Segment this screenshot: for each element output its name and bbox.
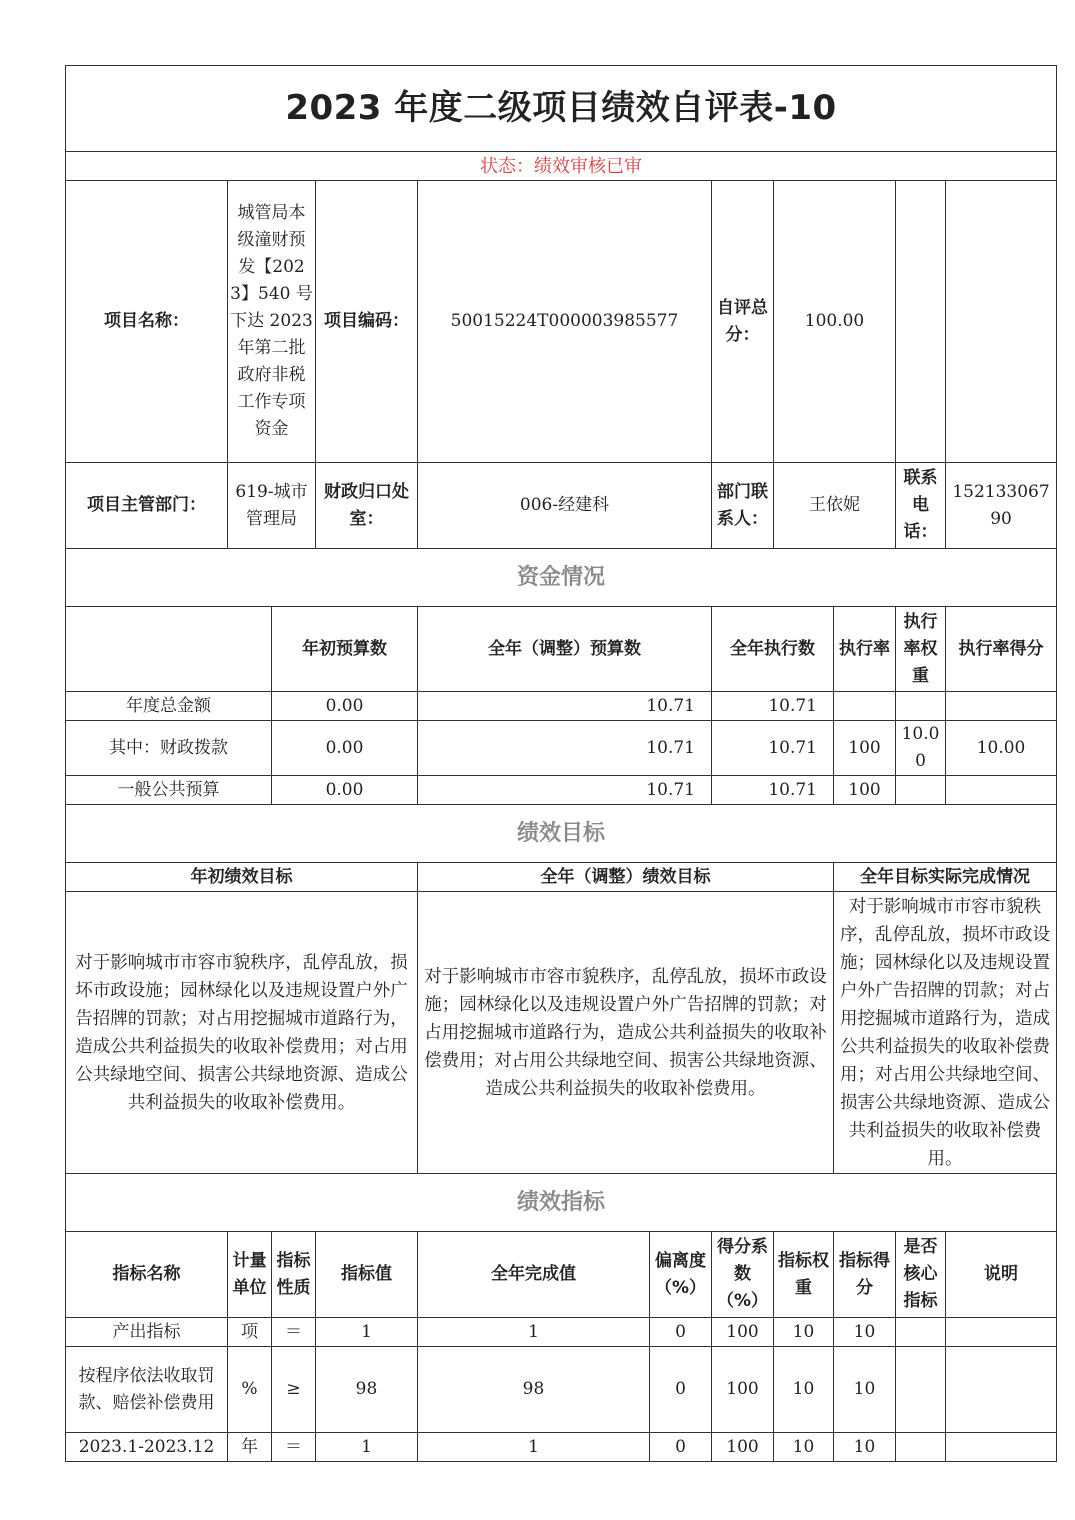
ind-weight: 10 [774,1347,834,1433]
goal-actual-text: 对于影响城市市容市貌秩序，乱停乱放，损坏市政设施；园林绿化以及违规设置户外广告招牌的罚款；对占用挖掘城市道路行为，造成公共利益损失的收取补偿费用；对占用公共绿地空间、损害公共绿地资源、造成公共利益损失的收取补偿费用。 [834,892,1057,1174]
ind-target: 1 [316,1318,418,1347]
ind-core [896,1433,946,1462]
performance-table [65,65,1057,1462]
funds-row-label: 一般公共预算 [66,776,272,805]
ind-name: 产出指标 [66,1318,228,1347]
table-row [66,1433,1057,1462]
goal-initial-text: 对于影响城市市容市貌秩序，乱停乱放，损坏市政设施；园林绿化以及违规设置户外广告招牌的罚款；对占用挖掘城市道路行为，造成公共利益损失的收取补偿费用；对占用公共绿地空间、损害公共绿地资源、造成公共利益损失的收取补偿费用。 [66,892,418,1174]
funds-row-initial: 0.00 [272,776,418,805]
funds-header-blank [66,607,272,692]
ind-target: 98 [316,1347,418,1433]
table-row [66,1347,1057,1433]
ind-name: 2023.1-2023.12 [66,1433,228,1462]
ind-score: 10 [834,1433,896,1462]
ind-weight: 10 [774,1318,834,1347]
funds-row-weight [896,692,946,721]
ind-header-core: 是否核心指标 [896,1232,946,1318]
ind-deviation: 0 [650,1318,712,1347]
ind-deviation: 0 [650,1433,712,1462]
ind-header-coef: 得分系数（%） [712,1232,774,1318]
funds-header-rate: 执行率 [834,607,896,692]
funds-row-label: 其中：财政拨款 [66,721,272,776]
ind-nature: ＝ [272,1318,316,1347]
ind-nature: ≥ [272,1347,316,1433]
goals-header-adjusted: 全年（调整）绩效目标 [418,863,834,892]
ind-target: 1 [316,1433,418,1462]
project-name-value: 城管局本级潼财预发【2023】540 号下达 2023 年第二批政府非税工作专项资金 [228,181,316,463]
funds-section-title: 资金情况 [66,549,1057,607]
dept-value: 619-城市管理局 [228,463,316,549]
funds-header-weight: 执行率权重 [896,607,946,692]
funds-row-label: 年度总金额 [66,692,272,721]
contact-label: 部门联系人： [712,463,774,549]
goals-header-initial: 年初绩效目标 [66,863,418,892]
funds-row-weight [896,776,946,805]
ind-score: 10 [834,1318,896,1347]
funds-row-score [946,776,1057,805]
contact-value: 王依妮 [774,463,896,549]
funds-row-executed: 10.71 [712,776,834,805]
funds-header-adjusted: 全年（调整）预算数 [418,607,712,692]
funds-header-executed: 全年执行数 [712,607,834,692]
funds-row-executed: 10.71 [712,721,834,776]
project-name-label: 项目名称： [66,181,228,463]
funds-row-initial: 0.00 [272,692,418,721]
ind-unit: 项 [228,1318,272,1347]
funds-row-weight: 10.00 [896,721,946,776]
empty-cell [896,181,946,463]
ind-header-unit: 计量单位 [228,1232,272,1318]
project-code-label: 项目编码： [316,181,418,463]
ind-coef: 100 [712,1318,774,1347]
ind-core [896,1318,946,1347]
ind-core [896,1347,946,1433]
table-row [66,692,1057,721]
ind-coef: 100 [712,1347,774,1433]
ind-nature: ＝ [272,1433,316,1462]
ind-unit: % [228,1347,272,1433]
dept-label: 项目主管部门： [66,463,228,549]
ind-deviation: 0 [650,1347,712,1433]
funds-row-adjusted: 10.71 [418,692,712,721]
ind-note [946,1318,1057,1347]
ind-header-target: 指标值 [316,1232,418,1318]
ind-coef: 100 [712,1433,774,1462]
ind-weight: 10 [774,1433,834,1462]
ind-unit: 年 [228,1433,272,1462]
phone-label: 联系电话： [896,463,946,549]
ind-note [946,1347,1057,1433]
phone-value: 15213306790 [946,463,1057,549]
indicators-section-title: 绩效指标 [66,1174,1057,1232]
self-score-value: 100.00 [774,181,896,463]
funds-row-score: 10.00 [946,721,1057,776]
finance-office-value: 006-经建科 [418,463,712,549]
project-code-value: 50015224T000003985577 [418,181,712,463]
goal-adjusted-text: 对于影响城市市容市貌秩序，乱停乱放，损坏市政设施；园林绿化以及违规设置户外广告招牌的罚款；对占用挖掘城市道路行为，造成公共利益损失的收取补偿费用；对占用公共绿地空间、损害公共绿地资源、造成公共利益损失的收取补偿费用。 [418,892,834,1174]
ind-header-nature: 指标性质 [272,1232,316,1318]
table-row [66,1318,1057,1347]
funds-row-score [946,692,1057,721]
finance-office-label: 财政归口处室： [316,463,418,549]
ind-header-note: 说明 [946,1232,1057,1318]
ind-header-score: 指标得分 [834,1232,896,1318]
table-row [66,776,1057,805]
table-row [66,721,1057,776]
funds-header-score: 执行率得分 [946,607,1057,692]
ind-score: 10 [834,1347,896,1433]
funds-row-adjusted: 10.71 [418,721,712,776]
funds-row-initial: 0.00 [272,721,418,776]
ind-name: 按程序依法收取罚款、赔偿补偿费用 [66,1347,228,1433]
funds-row-rate [834,692,896,721]
funds-row-executed: 10.71 [712,692,834,721]
ind-actual: 1 [418,1433,650,1462]
goals-section-title: 绩效目标 [66,805,1057,863]
status-text: 状态：绩效审核已审 [66,152,1057,181]
ind-note [946,1433,1057,1462]
funds-row-rate: 100 [834,721,896,776]
funds-row-rate: 100 [834,776,896,805]
goals-header-actual: 全年目标实际完成情况 [834,863,1057,892]
ind-actual: 98 [418,1347,650,1433]
self-score-label: 自评总分： [712,181,774,463]
ind-header-actual: 全年完成值 [418,1232,650,1318]
ind-header-weight: 指标权重 [774,1232,834,1318]
funds-header-initial: 年初预算数 [272,607,418,692]
empty-cell [946,181,1057,463]
ind-actual: 1 [418,1318,650,1347]
page-title: 2023 年度二级项目绩效自评表-10 [66,66,1057,152]
ind-header-name: 指标名称 [66,1232,228,1318]
ind-header-deviation: 偏离度（%） [650,1232,712,1318]
funds-row-adjusted: 10.71 [418,776,712,805]
